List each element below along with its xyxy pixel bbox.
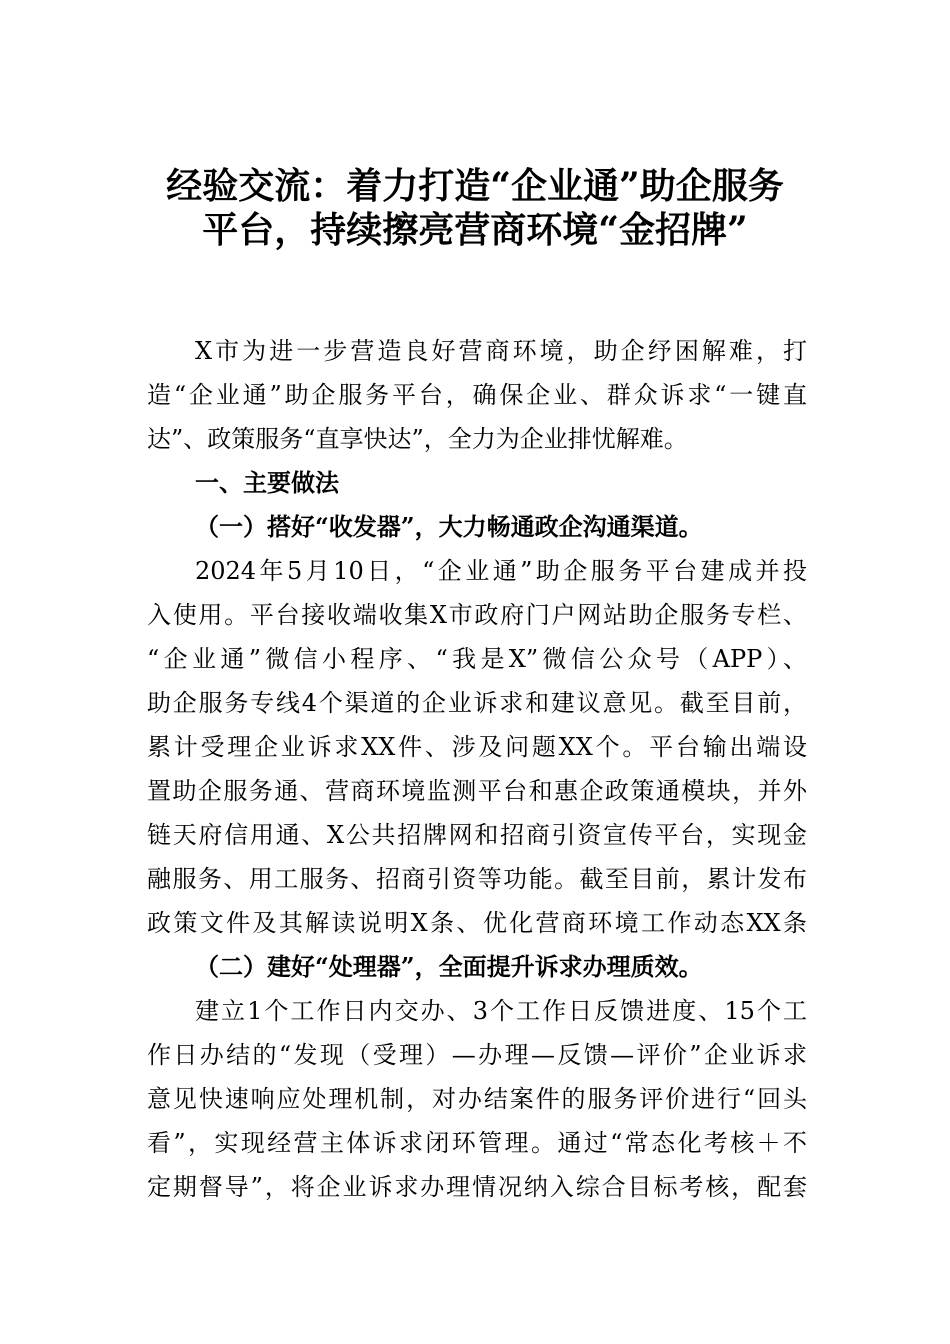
paragraph-line: 置助企服务通、营商环境监测平台和惠企政策通模块，并外 (147, 777, 807, 805)
paragraph-line: 看”，实现经营主体诉求闭环管理。通过“常态化考核＋不 (147, 1129, 807, 1157)
paragraph-line: 政策文件及其解读说明X条、优化营商环境工作动态XX条 (147, 909, 807, 937)
paragraph-line: “企业通”微信小程序、“我是X”微信公众号（APP）、 (147, 645, 807, 673)
paragraph-line: 定期督导”，将企业诉求办理情况纳入综合目标考核，配套 (147, 1173, 807, 1201)
paragraph-line: 累计受理企业诉求XX件、涉及问题XX个。平台输出端设 (147, 733, 807, 761)
paragraph-line: 助企服务专线4个渠道的企业诉求和建议意见。截至目前， (147, 689, 807, 717)
paragraph-line: 入使用。平台接收端收集X市政府门户网站助企服务专栏、 (147, 601, 807, 629)
paragraph-line: 融服务、用工服务、招商引资等功能。截至目前，累计发布 (147, 865, 807, 893)
paragraph-line: 建立1个工作日内交办、3个工作日反馈进度、15个工 (195, 997, 807, 1025)
subsection-heading-1: （一）搭好“收发器”，大力畅通政企沟通渠道。 (195, 512, 703, 541)
subsection-heading-2: （二）建好“处理器”，全面提升诉求办理质效。 (195, 952, 703, 981)
document-title-line-1: 经验交流：着力打造“企业通”助企服务 (166, 165, 784, 207)
paragraph-line: 作日办结的“发现（受理）—办理—反馈—评价”企业诉求 (147, 1041, 807, 1069)
section-heading-main-practices: 一、主要做法 (195, 469, 339, 497)
paragraph-line: 意见快速响应处理机制，对办结案件的服务评价进行“回头 (147, 1085, 807, 1113)
paragraph-line: 链天府信用通、X公共招牌网和招商引资宣传平台，实现金 (147, 821, 807, 849)
paragraph-line: 2024年5月10日，“企业通”助企服务平台建成并投 (195, 557, 807, 585)
document-title-line-2: 平台，持续擦亮营商环境“金招牌” (202, 209, 748, 251)
paragraph-line: 造“企业通”助企服务平台，确保企业、群众诉求“一键直 (147, 381, 807, 409)
paragraph-line: X市为进一步营造良好营商环境，助企纾困解难，打 (195, 337, 807, 365)
paragraph-line: 达”、政策服务“直享快达”，全力为企业排忧解难。 (147, 425, 688, 453)
